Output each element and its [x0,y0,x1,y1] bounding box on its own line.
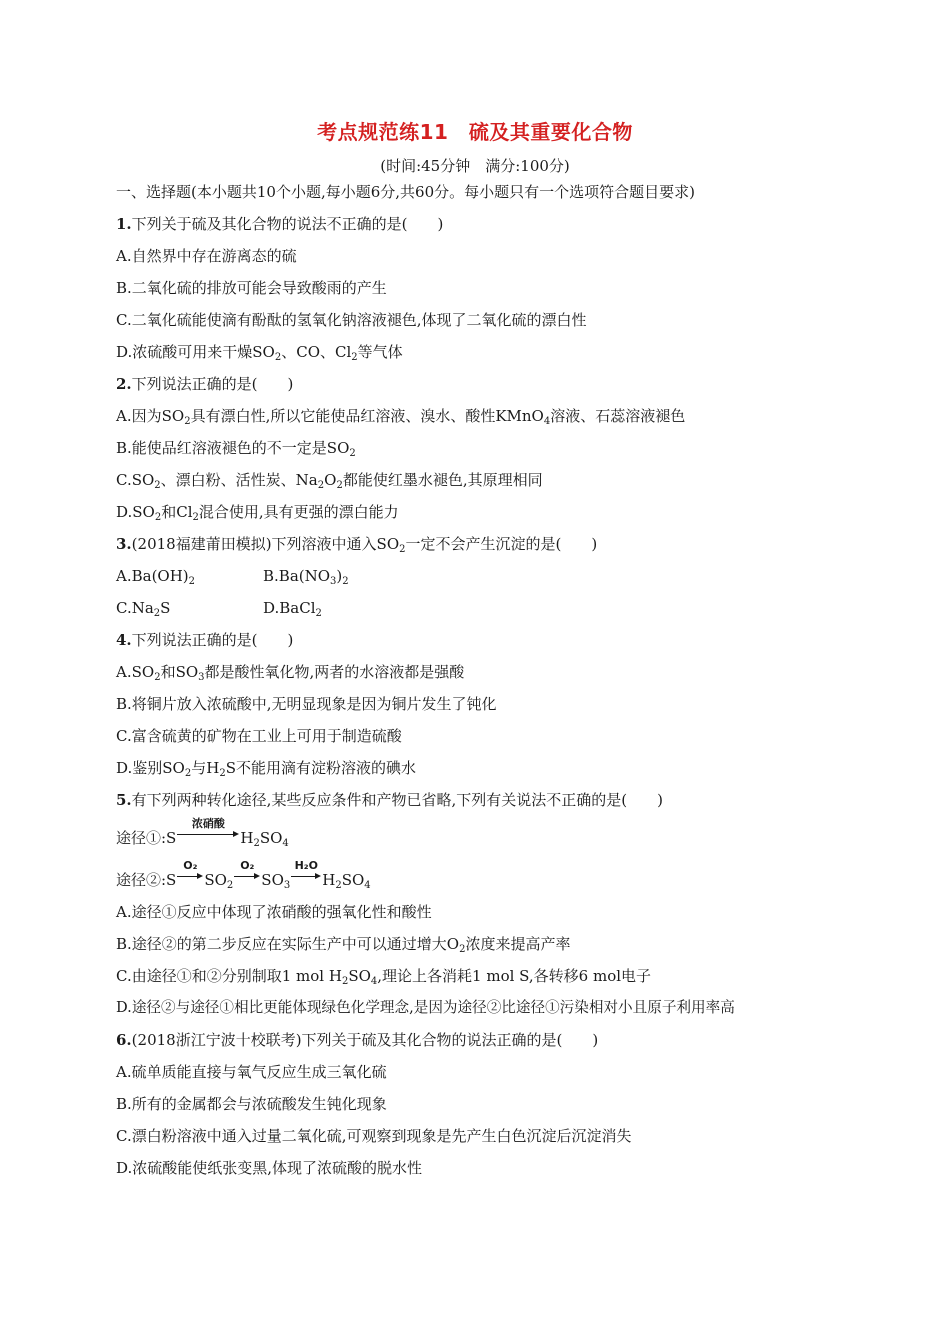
option-text: ) [336,567,343,585]
option-1c: C.二氧化硫能使滴有酚酞的氢氧化钠溶液褪色,体现了二氧化硫的漂白性 [116,311,587,329]
option-5c [116,966,651,986]
question-number: 4. [116,631,132,649]
option-text: B.Ba(NO [263,567,331,585]
subscript: 2 [317,480,325,491]
option-text: D.SO [116,503,155,521]
arrow-condition: O₂ [240,859,255,872]
option-2d [116,502,399,522]
subscript: 2 [315,608,322,619]
formula-text: SO [261,871,284,889]
arrow-condition: O₂ [183,859,198,872]
question-number: 6. [116,1031,132,1049]
option-text: 都是酸性氧化物,两者的水溶液都是强酸 [204,663,465,681]
option-4a [116,662,464,682]
option-4c: C.富含硫黄的矿物在工业上可用于制造硫酸 [116,727,402,745]
subscript: 3 [330,576,337,587]
option-text: A.Ba(OH) [116,567,189,585]
arrow-icon [291,871,321,883]
option-3c [116,598,170,618]
option-6c: C.漂白粉溶液中通入过量二氧化硫,可观察到现象是先产生白色沉淀后沉淀消失 [116,1127,632,1145]
option-6a: A.硫单质能直接与氧气反应生成三氧化硫 [116,1063,387,1081]
option-1b: B.二氧化硫的排放可能会导致酸雨的产生 [116,279,387,297]
option-text: ,理论上各消耗1 mol S,各转移6 mol电子 [377,967,652,985]
option-5d: D.途径②与途径①相比更能体现绿色化学理念,是因为途径②比途径①污染相对小且原子利用率高 [116,999,735,1016]
route-label: 途径②:S [116,871,177,889]
subscript: 4 [282,838,289,849]
subscript: 2 [153,608,161,619]
route-1 [116,817,289,849]
arrow-icon [177,829,239,841]
reaction-arrow [177,859,203,890]
arrow-condition: H₂O [294,859,318,872]
option-3a [116,566,195,586]
subscript: 2 [154,672,161,683]
subscript: 3 [198,672,205,683]
option-5b [116,934,570,954]
question-number: 1. [116,215,132,233]
question-6-stem [116,1030,598,1050]
question-2-stem [116,374,293,394]
option-text: 都能使红墨水褪色,其原理相同 [342,471,543,489]
subscript: 2 [351,352,358,363]
question-text: (2018浙江宁波十校联考)下列关于硫及其化合物的说法正确的是( ) [131,1031,599,1049]
question-number: 3. [116,535,132,553]
option-text: 与H [191,759,220,777]
section-heading: 一、选择题(本小题共10个小题,每小题6分,共60分。每小题只有一个选项符合题目要求) [116,183,695,201]
option-1a: A.自然界中存在游离态的硫 [116,247,297,265]
option-text: 、漂白粉、活性炭、Na [160,471,318,489]
subscript: 2 [192,512,199,523]
option-text: B.途径②的第二步反应在实际生产中可以通过增大O [116,935,460,953]
question-1-stem [116,214,443,234]
option-text: SO [348,967,371,985]
option-5a: A.途径①反应中体现了浓硝酸的强氧化性和酸性 [116,903,432,921]
subscript: 2 [341,976,349,987]
reaction-arrow [177,817,239,848]
route-2 [116,859,371,891]
subscript: 2 [188,576,196,587]
option-text: 混合使用,具有更强的漂白能力 [198,503,399,521]
subscript: 2 [349,448,356,459]
option-text: D.浓硫酸可用来干燥SO [116,343,275,361]
option-2a [116,406,685,426]
option-text: A.SO [116,663,155,681]
question-text: 下列关于硫及其化合物的说法不正确的是( ) [131,215,444,233]
question-4-stem [116,630,293,650]
subscript: 2 [459,944,466,955]
reaction-arrow [291,859,321,890]
arrow-icon [177,871,203,883]
question-text: 下列说法正确的是( ) [131,631,294,649]
formula-text: SO [259,829,283,847]
page-title: 考点规范练11 硫及其重要化合物 [317,120,633,144]
option-3b [263,566,349,586]
option-text: 浓度来提高产率 [465,935,571,953]
subscript: 2 [154,512,162,523]
subscript: 4 [364,880,371,891]
reaction-arrow [234,859,260,890]
option-3d [263,598,322,618]
option-2b [116,438,356,458]
option-text: S不能用滴有淀粉溶液的碘水 [225,759,416,777]
option-text: C.Na [116,599,154,617]
subscript: 2 [399,544,406,555]
subscript: 2 [184,768,192,779]
question-number: 2. [116,375,132,393]
option-text: 和SO [160,663,199,681]
option-text: 具有漂白性,所以它能使品红溶液、溴水、酸性KMnO [190,407,544,425]
subscript: 2 [336,480,343,491]
option-text: C.由途径①和②分别制取1 mol H [116,967,342,985]
question-5-stem [116,790,663,810]
formula-text: SO [204,871,227,889]
option-4d [116,758,416,778]
subscript: 2 [154,480,161,491]
option-2c [116,470,543,490]
subscript: 2 [342,576,349,587]
question-text: 一定不会产生沉淀的是( ) [405,535,598,553]
subscript: 4 [543,416,551,427]
subscript: 2 [253,838,260,849]
subscript: 4 [370,976,378,987]
subscript: 2 [184,416,191,427]
page-subtitle: (时间:45分钟 满分:100分) [380,157,570,175]
question-text: (2018福建莆田模拟)下列溶液中通入SO [131,535,400,553]
option-text: 等气体 [357,343,403,361]
option-text: A.因为SO [116,407,185,425]
option-text: C.SO [116,471,155,489]
subscript: 2 [335,880,342,891]
option-6b: B.所有的金属都会与浓硫酸发生钝化现象 [116,1095,387,1113]
question-3-stem [116,534,597,554]
option-text: B.能使品红溶液褪色的不一定是SO [116,439,350,457]
option-text: S [160,599,171,617]
option-text: D.BaCl [263,599,316,617]
option-text: D.鉴别SO [116,759,185,777]
option-text: 、CO、Cl [281,343,352,361]
option-6d: D.浓硫酸能使纸张变黑,体现了浓硫酸的脱水性 [116,1159,423,1177]
arrow-icon [234,871,260,883]
subscript: 3 [283,880,291,891]
formula-text: SO [341,871,365,889]
option-text: 溶液、石蕊溶液褪色 [550,407,686,425]
formula-text: H [322,871,336,889]
question-text: 下列说法正确的是( ) [131,375,294,393]
formula-text: H [240,829,254,847]
subscript: 2 [219,768,226,779]
option-4b: B.将铜片放入浓硫酸中,无明显现象是因为铜片发生了钝化 [116,695,497,713]
option-text: O [324,471,337,489]
question-number: 5. [116,791,132,809]
question-text: 有下列两种转化途径,某些反应条件和产物已省略,下列有关说法不正确的是( ) [131,791,663,809]
option-text: 和Cl [161,503,193,521]
subscript: 2 [226,880,234,891]
route-label: 途径①:S [116,829,177,847]
arrow-condition: 浓硝酸 [191,817,225,830]
subscript: 2 [274,352,282,363]
option-1d [116,342,403,362]
